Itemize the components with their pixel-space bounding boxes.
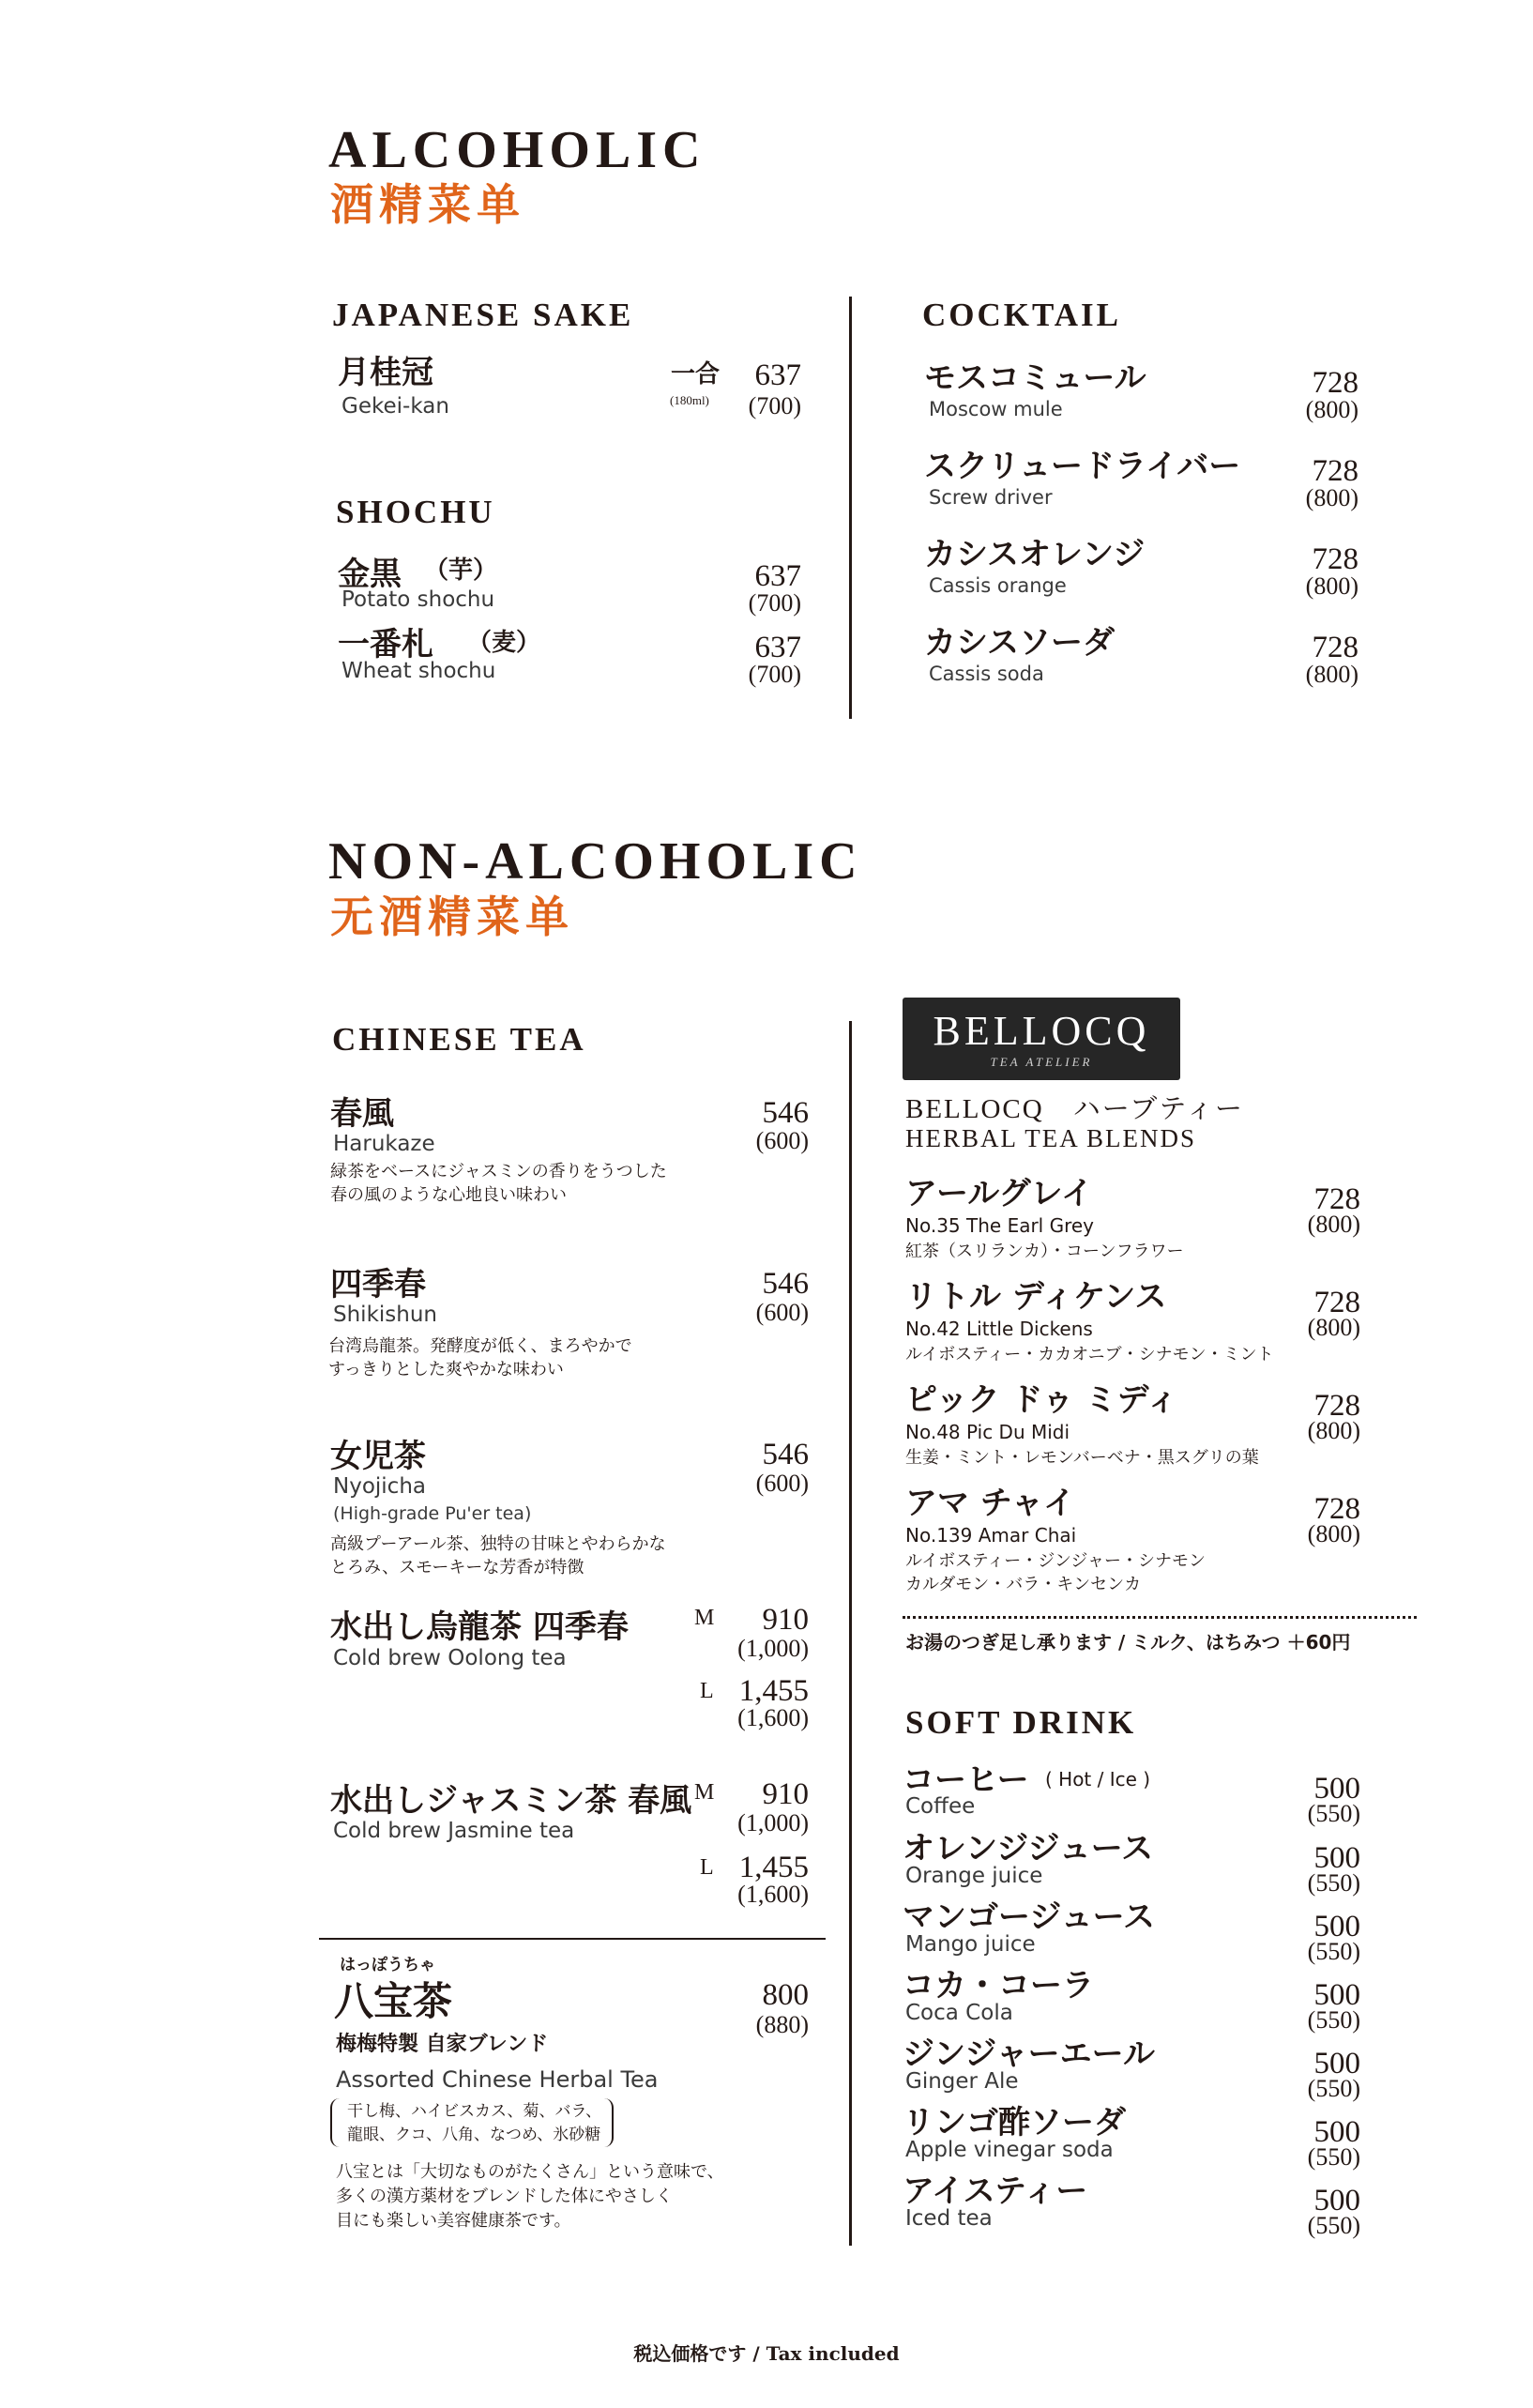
menu-item-name-en: Potato shochu [342,587,495,612]
menu-item-name-en: Cold brew Jasmine tea [333,1819,575,1843]
price: 1,455 [738,1851,809,1884]
non-alcoholic-title-cn: 无酒精菜单 [330,892,574,942]
price-tax: (800) [1307,1211,1360,1238]
menu-item-name: アールグレイ [905,1175,1093,1212]
price: 546 [762,1438,809,1471]
menu-item-name: 女児茶 [330,1438,426,1475]
price: 500 [1313,1841,1360,1875]
price-tax: (700) [748,392,801,419]
ingredients-text: 龍眼、クコ、八角、なつめ、氷砂糖 [347,2126,601,2144]
ruby-text: はっぽうちゃ [340,1956,435,1974]
price-tax: (800) [1307,1417,1360,1444]
tax-footer: 税込価格です / Tax included [633,2342,900,2365]
non-alcoholic-title: NON-ALCOHOLIC [328,832,863,891]
bellocq-title: BELLOCQ ハーブティー [905,1094,1244,1124]
alcoholic-title: ALCOHOLIC [328,121,706,179]
price: 500 [1313,2115,1360,2149]
menu-item-name: 八宝茶 [334,1978,453,2024]
menu-item-description: ルイボスティー・ジンジャー・シナモン [905,1551,1207,1571]
price-tax: (800) [1305,396,1358,423]
menu-item-name: 水出し烏龍茶 四季春 [330,1608,629,1646]
menu-item-note: （芋） [424,556,498,585]
menu-item-name-en: Gekei-kan [342,394,449,419]
menu-item-name: ピック ドゥ ミディ [905,1381,1178,1419]
price-tax: (550) [1307,1938,1360,1965]
section-divider [319,1938,826,1940]
menu-item-name-en: Cold brew Oolong tea [333,1646,567,1670]
menu-item-name: 金黒 [338,556,402,593]
menu-item-name: コーヒー [903,1761,1029,1799]
menu-item-name-en: No.42 Little Dickens [905,1318,1093,1340]
price: 637 [754,358,801,392]
price: 728 [1312,631,1358,664]
menu-item-name: アマ チャイ [905,1485,1075,1522]
sake-unit-note: (180ml) [670,393,709,407]
price-tax: (600) [755,1470,809,1497]
menu-item-description: 多くの漢方薬材をブレンドした体にやさしく [336,2187,673,2206]
bellocq-logo-name: BELLOCQ [933,1008,1150,1054]
price: 500 [1313,2047,1360,2080]
menu-item-name-en: Harukaze [333,1132,435,1156]
price: 728 [1313,1182,1360,1216]
price-tax: (800) [1307,1520,1360,1547]
price: 500 [1313,2184,1360,2217]
price: 910 [762,1777,809,1811]
menu-item-name-en: Cassis orange [929,574,1067,597]
menu-item-description: すっきりとした爽やかな味わい [328,1360,564,1379]
menu-item-description: 紅茶（スリランカ）・コーンフラワー [905,1242,1184,1261]
price: 728 [1313,1286,1360,1319]
menu-item-subtitle: 梅梅特製 自家ブレンド [336,2033,549,2056]
menu-item-name-en: No.139 Amar Chai [905,1524,1077,1547]
menu-item-name: モスコミュール [924,359,1146,397]
menu-item-name: 月桂冠 [338,354,433,391]
menu-item-name-en: Apple vinegar soda [905,2138,1114,2162]
price-tax: (1,000) [737,1809,809,1836]
menu-item-name-en-sub: (High-grade Pu'er tea) [333,1503,532,1524]
price-tax: (550) [1307,1869,1360,1897]
menu-item-name-en: Assorted Chinese Herbal Tea [336,2066,659,2093]
ingredients-text: 干し梅、ハイビスカス、菊、バラ、 [347,2102,602,2121]
price: 910 [762,1603,809,1637]
price-tax: (550) [1307,2006,1360,2034]
menu-item-name: 四季春 [330,1266,426,1303]
menu-item-name: マンゴージュース [903,1898,1155,1936]
menu-item-description: 緑茶をベースにジャスミンの香りをうつした [330,1162,667,1181]
size-label: M [694,1780,715,1805]
price: 637 [754,559,801,593]
menu-item-description: カルダモン・バラ・キンセンカ [905,1575,1142,1594]
price: 728 [1313,1389,1360,1423]
menu-item-name: カシスオレンジ [924,536,1146,573]
menu-item-description: とろみ、スモーキーな芳香が特徴 [330,1558,584,1577]
price-tax: (800) [1305,661,1358,688]
shochu-section-title: SHOCHU [336,494,495,530]
column-divider [849,297,852,719]
price-tax: (600) [755,1127,809,1154]
price-tax: (700) [748,589,801,617]
price-tax: (600) [755,1299,809,1326]
price-tax: (800) [1305,572,1358,600]
soft-drink-section-title: SOFT DRINK [905,1704,1137,1741]
chinese-tea-section-title: CHINESE TEA [332,1021,586,1058]
price: 500 [1313,1772,1360,1806]
menu-item-name-en: Iced tea [905,2206,993,2231]
menu-item-description: ルイボスティー・カカオニブ・シナモン・ミント [905,1345,1274,1364]
menu-item-description: 高級プーアール茶、独特の甘味とやわらかな [330,1534,666,1554]
price: 637 [754,631,801,664]
menu-item-description: 八宝とは「大切なものがたくさん」という意味で、 [336,2162,724,2182]
menu-item-name-en: Cassis soda [929,663,1044,685]
price: 500 [1313,1978,1360,2012]
menu-item-name: ジンジャーエール [903,2035,1155,2073]
menu-item-name: スクリュードライバー [924,448,1241,485]
price: 728 [1312,542,1358,576]
price-tax: (700) [748,661,801,688]
menu-item-name-en: Mango juice [905,1932,1036,1957]
menu-item-note: （麦） [467,629,541,657]
menu-item-name-en: Wheat shochu [342,659,496,683]
price: 728 [1312,366,1358,400]
menu-item-name-en: Shikishun [333,1303,437,1327]
menu-item-name: 一番札 [338,626,433,663]
refill-note: お湯のつぎ足し承ります / ミルク、はちみつ ＋60円 [905,1631,1351,1654]
price-tax: (1,600) [737,1704,809,1731]
size-label: L [700,1855,714,1880]
price: 728 [1313,1492,1360,1526]
price: 546 [762,1096,809,1130]
menu-item-name-en: Nyojicha [333,1474,426,1499]
price-tax: (550) [1307,1800,1360,1827]
price-tax: (550) [1307,2143,1360,2171]
bellocq-subtitle: HERBAL TEA BLENDS [905,1124,1197,1152]
menu-item-description: 生姜・ミント・レモンバーベナ・黒スグリの葉 [905,1448,1259,1468]
price: 546 [762,1267,809,1301]
menu-item-name: リトル ディケンス [905,1278,1167,1316]
menu-item-name-en: Moscow mule [929,398,1063,420]
price-tax: (550) [1307,2075,1360,2102]
menu-item-description: 目にも楽しい美容健康茶です。 [336,2211,571,2231]
price-tax: (1,000) [737,1635,809,1662]
price: 800 [762,1978,809,2012]
price-tax: (800) [1305,484,1358,511]
menu-item-name-en: No.48 Pic Du Midi [905,1421,1070,1443]
dotted-divider [903,1616,1417,1619]
bellocq-logo [903,998,1180,1080]
alcoholic-title-cn: 酒精菜单 [330,179,525,230]
menu-item-name-en: Coffee [905,1794,976,1819]
menu-item-description: 春の風のような心地良い味わい [330,1185,567,1205]
price-tax: (880) [755,2011,809,2038]
price: 728 [1312,454,1358,488]
menu-item-name-en: Orange juice [905,1864,1043,1888]
menu-item-name: 水出しジャスミン茶 春風 [330,1782,692,1820]
price-tax: (800) [1307,1314,1360,1341]
size-label: M [694,1606,715,1630]
bellocq-logo-subtitle: TEA ATELIER [990,1055,1093,1069]
menu-item-description: 台湾烏龍茶。発酵度が低く、まろやかで [328,1336,632,1356]
price: 1,455 [738,1674,809,1708]
price-tax: (1,600) [737,1881,809,1908]
cocktail-section-title: COCKTAIL [922,297,1121,333]
menu-item-name-en: Ginger Ale [905,2069,1019,2094]
sake-section-title: JAPANESE SAKE [332,297,634,333]
menu-item-name: コカ・コーラ [903,1967,1094,2004]
menu-item-name-en: Screw driver [929,486,1053,509]
menu-item-name: カシスソーダ [924,624,1115,662]
price-tax: (550) [1307,2212,1360,2239]
menu-item-name: リンゴ酢ソーダ [903,2104,1126,2141]
menu-item-name-en: No.35 The Earl Grey [905,1214,1095,1237]
column-divider [849,1021,852,2246]
menu-item-name: オレンジジュース [903,1830,1154,1867]
menu-item-name: 春風 [330,1095,394,1133]
menu-item-note: ( Hot / Ice ) [1045,1768,1151,1791]
size-label: L [700,1679,714,1703]
menu-item-name: アイスティー [903,2172,1088,2210]
price: 500 [1313,1910,1360,1943]
sake-unit: 一合 [671,360,721,389]
menu-item-name-en: Coca Cola [905,2001,1013,2025]
